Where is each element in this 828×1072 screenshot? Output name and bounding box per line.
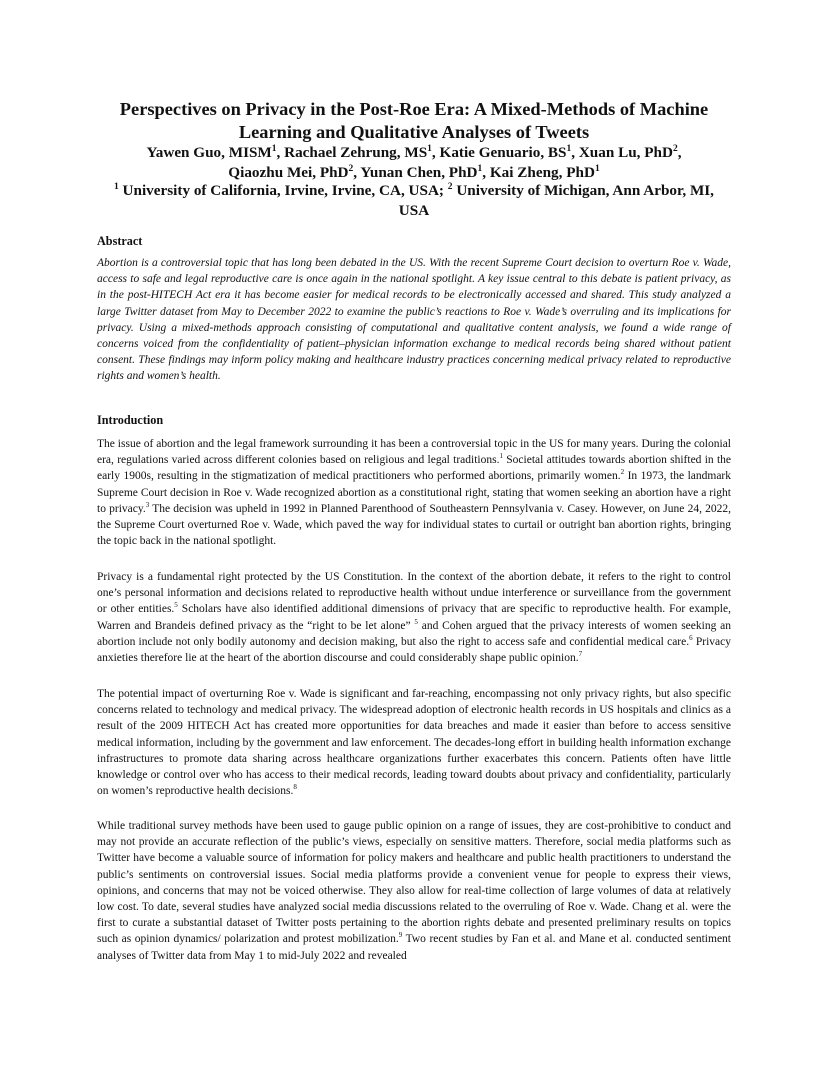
- affiliation-mark: 1: [114, 181, 119, 192]
- paragraph-text: Scholars have also identified additional dimensions of privacy that are specific to reproductive health. For example, Warren and Brandeis defined privacy as the “right to be let alone”: [97, 603, 731, 632]
- paragraph-text: Privacy anxieties therefore lie at the heart of the abortion discourse and could considerably shape public opinion.: [97, 635, 731, 665]
- introduction-heading: Introduction: [97, 413, 164, 427]
- author-entry: [360, 164, 490, 181]
- author-entry: [579, 144, 682, 161]
- paragraph-text: Privacy is a fundamental right protected by the US Constitution. In the context of the abortion debate, it refers to the right to control one’s personal information and decisions related to reproductive health without undue interference or surveillance from the government or other entities.: [97, 571, 731, 616]
- paragraph-text: While traditional survey methods have been used to gauge public opinion on a range of issues, they are cost-prohibitive to conduct and may not provide an accurate reflection of the public’s views, especially on sensitive matters. Therefore, social media platforms such as Twitter have become a valuable source of information for policy makers and healthcare and public health practitioners to understand the public’s sentiments on controversial issues. Social media platforms provide a convenient venue for people to express their views, opinions, and concerns that may not be voiced otherwise. They also allow for real-time collection of large volumes of data at relatively low cost. To date, several studies have analyzed social media discussions related to the overruling of Roe v. Wade. Chang et al. were the first to curate a substantial dataset of Twitter posts pertaining to the abortion rights debate and presented preliminary results on topics such as opinion dynamics/ polarization and protest mobilization.: [97, 820, 731, 946]
- citation-mark: 1: [499, 452, 503, 461]
- citation-mark: 6: [689, 633, 693, 642]
- author-entry: [284, 144, 439, 161]
- author-affiliation-mark: 2: [348, 163, 354, 174]
- affiliations: [97, 181, 731, 220]
- affiliation-mark: 2: [447, 181, 453, 192]
- citation-mark: 9: [398, 931, 403, 940]
- paper-title: Perspectives on Privacy in the Post-Roe Era: A Mixed-Methods of Machine Learning and Qualitative Analyses of Tweets: [119, 99, 709, 142]
- intro-paragraph-1: [97, 436, 731, 549]
- citation-mark: 7: [578, 650, 583, 659]
- author-affiliation-mark: 1: [271, 143, 277, 154]
- author-separator: ,: [677, 144, 682, 161]
- intro-paragraph-4: [97, 818, 731, 964]
- author-separator: ,: [353, 163, 361, 181]
- author-separator: ,: [431, 144, 440, 161]
- paragraph-text: The decision was upheld in 1992 in Planned Parenthood of Southeastern Pennsylvania v. Casey. However, on June 24, 2022, the Supreme Court overturned Roe v. Wade, which paved the way for individual states to curtail or outright ban abortion rights, bringing the topic back in the national spotlight.: [97, 502, 732, 548]
- citation-mark: 2: [620, 468, 625, 477]
- author-name: Xuan Lu, PhD: [578, 144, 673, 161]
- author-separator: ,: [571, 144, 579, 161]
- author-affiliation-mark: 1: [427, 143, 432, 154]
- paragraph-text: Societal attitudes towards abortion shifted in the early 1900s, resulting in the stigmatization of medical practitioners who performed abortions, primarily women.: [97, 454, 731, 483]
- author-affiliation-mark: 1: [594, 163, 600, 174]
- author-separator: ,: [276, 144, 285, 161]
- abstract-heading: Abstract: [97, 234, 143, 248]
- author-affiliation-mark: 1: [477, 163, 483, 174]
- author-name: Qiaozhu Mei, PhD: [228, 163, 349, 181]
- citation-mark: 3: [145, 500, 150, 509]
- paragraph-text: The potential impact of overturning Roe v. Wade is significant and far-reaching, encompassing not only privacy rights, but also specific concerns related to technology and medical privacy. The widespread adoption of electronic health records in US hospitals and clinics as a result of the 2009 HITECH Act has created more opportunities for data breaches and made it easier than before to access sensitive medical information, including by the government and law enforcement. The decades-long effort in building health information exchange infrastructures to promote data sharing across healthcare organizations further exacerbates this concern. Patients often have little knowledge or control over who has access to their medical records, leading toward doubts about privacy and confidentiality, particularly on women’s reproductive health decisions.: [97, 688, 731, 798]
- intro-paragraph-3: [97, 686, 731, 799]
- affiliation-2: University of Michigan, Ann Arbor, MI, USA: [398, 182, 714, 219]
- author-name: Yunan Chen, PhD: [360, 163, 478, 181]
- author-separator: ,: [482, 163, 490, 181]
- intro-paragraph-2: [97, 569, 731, 666]
- paragraph-text: In 1973, the landmark Supreme Court decision in Roe v. Wade recognized abortion as a constitutional right, stating that women seeking an abortion have a right to privacy.: [97, 470, 732, 515]
- author-affiliation-mark: 2: [672, 143, 678, 154]
- citation-mark: 5: [174, 601, 178, 610]
- citation-mark: 5: [414, 617, 418, 626]
- author-name: Yawen Guo, MISM: [146, 144, 272, 161]
- author-name: Katie Genuario, BS: [439, 144, 567, 161]
- author-list: [97, 143, 731, 182]
- author-entry: [440, 144, 579, 161]
- author-name: Kai Zheng, PhD: [489, 163, 595, 181]
- author-entry: [228, 164, 360, 181]
- author-name: Rachael Zehrung, MS: [284, 144, 428, 161]
- abstract-text: Abortion is a controversial topic that has long been debated in the US. With the recent Supreme Court decision to overturn Roe v. Wade, access to safe and legal reproductive care is once again in the national spotlight. A key issue central to this debate is patient privacy, as in the post-HITECH Act era it has become easier for medical records to be electronically accessed and shared. This study analyzed a large Twitter dataset from May to December 2022 to examine the public’s reactions to Roe v. Wade’s overruling and its implications for privacy. Using a mixed-methods approach consisting of computational and qualitative content analysis, we found a wide range of concerns voiced from the confidentiality of patient–physician information exchange to medical records being shared without patient consent. These findings may inform policy making and healthcare industry practices concerning medical privacy related to reproductive rights and women’s health.: [97, 257, 731, 383]
- paragraph-text: Two recent studies by Fan et al. and Mane et al. conducted sentiment analyses of Twitter data from May 1 to mid-July 2022 and revealed: [97, 933, 731, 962]
- citation-mark: 8: [293, 783, 297, 792]
- author-affiliation-mark: 1: [566, 143, 572, 154]
- paragraph-text: and Cohen argued that the privacy interests of women seeking an abortion include not only bodily autonomy and decision making, but also the right to access safe and confidential medical care.: [97, 619, 731, 648]
- author-entry: [146, 144, 284, 161]
- author-entry: [490, 164, 600, 181]
- paragraph-text: The issue of abortion and the legal framework surrounding it has been a controversial topic in the US for many years. During the colonial era, regulations varied across different colonies based on religious and legal traditions.: [97, 438, 731, 467]
- affiliation-1: University of California, Irvine, Irvine, CA, USA;: [118, 182, 448, 199]
